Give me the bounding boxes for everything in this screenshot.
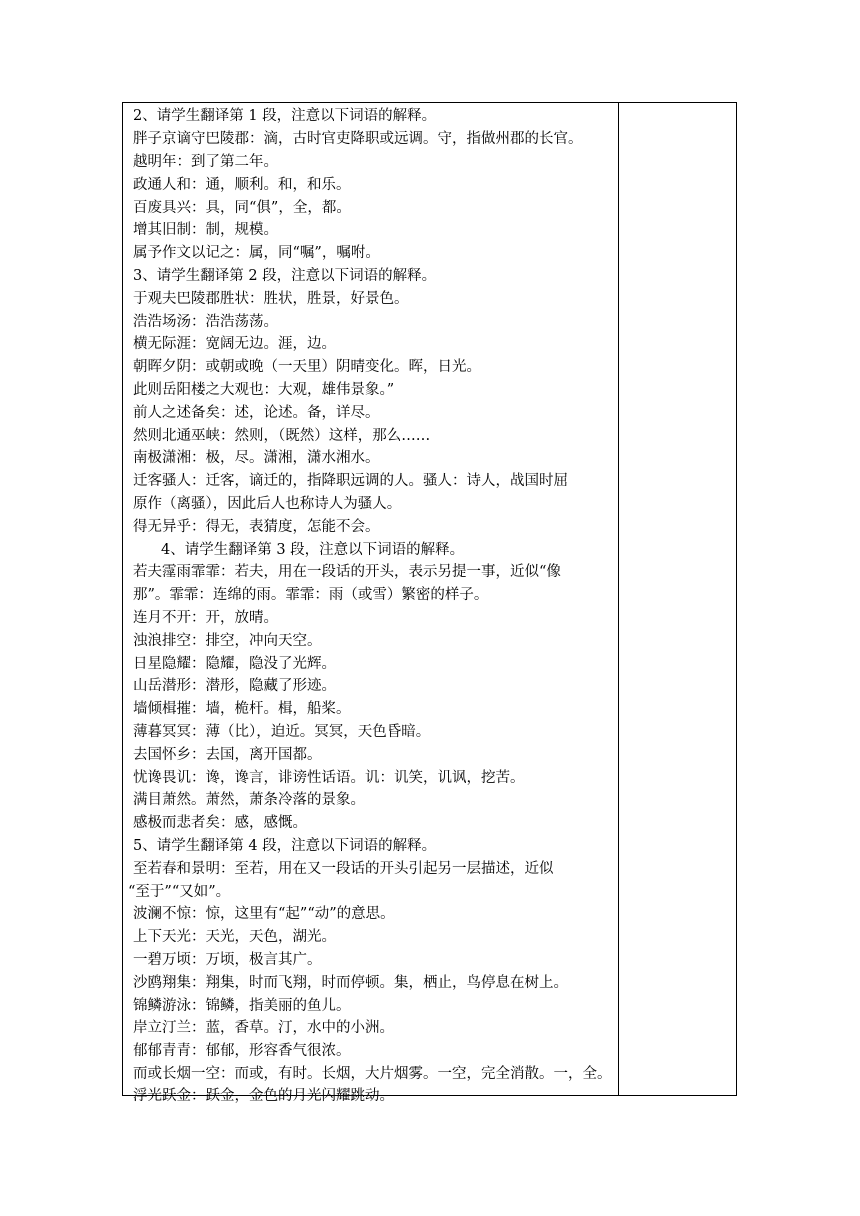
text-line: 那”。霏霏：连绵的雨。霏霏：雨（或雪）繁密的样子。 <box>133 587 489 603</box>
text-line: 锦鳞游泳：锦鳞，指美丽的鱼儿。 <box>133 998 351 1014</box>
text-line: 浩浩场汤：浩浩荡荡。 <box>133 314 278 330</box>
text-line: “至于”“又如”。 <box>128 884 231 900</box>
text-line: 连月不开：开，放晴。 <box>133 610 278 626</box>
text-line: 越明年：到了第二年。 <box>133 154 278 170</box>
lesson-table <box>122 102 737 1104</box>
text-line: 属予作文以记之：属，同“嘱”，嘱咐。 <box>133 245 380 261</box>
column-divider <box>618 103 619 1095</box>
text-line: 上下天光：天光，天色，湖光。 <box>133 929 336 945</box>
text-line: 薄暮冥冥：薄（比），迫近。冥冥，天色昏暗。 <box>133 724 431 740</box>
text-line: 浊浪排空：排空，冲向天空。 <box>133 633 322 649</box>
text-line: 忧谗畏讥：谗，谗言，诽谤性话语。讥：讥笑，讥讽，挖苦。 <box>133 770 525 786</box>
text-line: 原作（离骚），因此后人也称诗人为骚人。 <box>133 496 402 512</box>
text-line: 政通人和：通，顺利。和，和乐。 <box>133 177 351 193</box>
text-line: 胖子京谪守巴陵郡：滴，古时官吏降职或远调。守，指做州郡的长官。 <box>133 131 583 147</box>
text-line: 朝晖夕阴：或朝或晚（一天里）阴晴变化。晖，日光。 <box>133 359 481 375</box>
notes-cell <box>123 103 618 1104</box>
text-line: 得无异乎：得无，表猜度，怎能不会。 <box>133 519 380 535</box>
text-line: 此则岳阳楼之大观也：大观，雄伟景象。” <box>133 382 395 398</box>
text-line: 迁客骚人：迁客，谪迁的，指降职远调的人。骚人：诗人，战国时屈 <box>133 473 568 489</box>
text-line: 增其旧制：制，规模。 <box>133 222 278 238</box>
text-line: 于观夫巴陵郡胜状：胜状，胜景，好景色。 <box>133 291 409 307</box>
text-line: 沙鸥翔集：翔集，时而飞翔，时而停顿。集，栖止，鸟停息在树上。 <box>133 975 568 991</box>
text-line: 百废具兴：具，同“俱”，全，都。 <box>133 200 351 216</box>
text-line: 一碧万顷：万顷，极言其广。 <box>133 952 322 968</box>
text-line: 山岳潜形：潜形，隐藏了形迹。 <box>133 678 336 694</box>
text-line: 郁郁青青：郁郁，形容香气很浓。 <box>133 1043 351 1059</box>
text-line: 而或长烟一空：而或，有时。长烟，大片烟雾。一空，完全消散。一，全。 <box>133 1066 612 1082</box>
text-line: 日星隐耀：隐耀，隐没了光辉。 <box>133 656 336 672</box>
text-line: 岸立汀兰：蓝，香草。汀，水中的小洲。 <box>133 1020 394 1036</box>
text-line: 墙倾楫摧：墙，桅杆。楫，船桨。 <box>133 701 351 717</box>
section-heading: 5、请学生翻译第 4 段，注意以下词语的解释。 <box>133 838 437 854</box>
text-line: 感极而悲者矣：感，感慨。 <box>133 815 307 831</box>
text-line: 南极潇湘：极，尽。潇湘，潇水湘水。 <box>133 450 380 466</box>
section-heading: 4、请学生翻译第 3 段，注意以下词语的解释。 <box>161 542 465 558</box>
text-line: 横无际涯：宽阔无边。涯，边。 <box>133 336 336 352</box>
section-heading: 3、请学生翻译第 2 段，注意以下词语的解释。 <box>133 268 437 284</box>
text-line: 然则北通巫峡：然则，（既然）这样，那么…… <box>133 428 431 444</box>
text-line: 前人之述备矣：述，论述。备，详尽。 <box>133 405 380 421</box>
text-line: 去国怀乡：去国，离开国都。 <box>133 747 322 763</box>
text-line: 若夫霪雨霏霏：若夫，用在一段话的开头，表示另提一事，近似“像 <box>133 564 561 580</box>
text-line: 满目萧然。萧然，萧条冷落的景象。 <box>133 792 365 808</box>
text-line: 浮光跃金：跃金，金色的月光闪耀跳动。 <box>133 1088 394 1104</box>
text-line: 波澜不惊：惊，这里有“起”“动”的意思。 <box>133 906 395 922</box>
text-line: 至若春和景明：至若，用在又一段话的开头引起另一层描述，近似 <box>133 861 554 877</box>
section-heading: 2、请学生翻译第 1 段，注意以下词语的解释。 <box>133 108 437 124</box>
